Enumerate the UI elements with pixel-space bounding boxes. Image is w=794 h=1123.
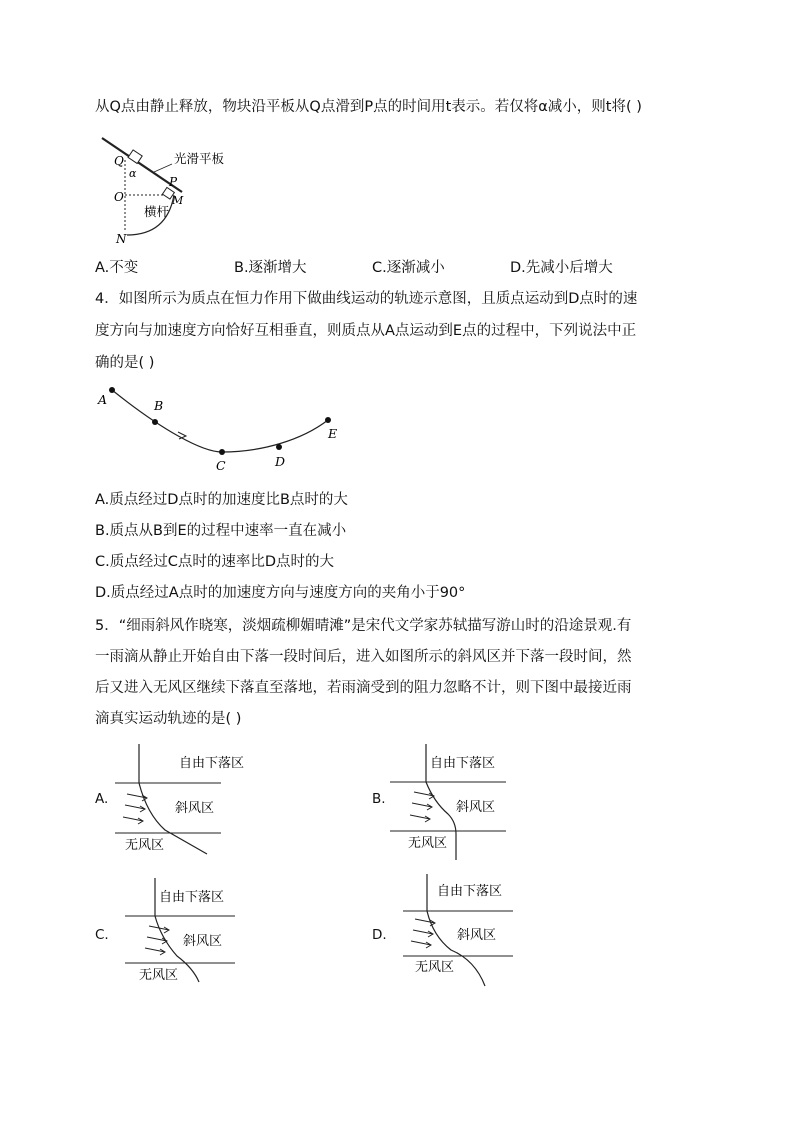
wind-arrow <box>410 815 430 822</box>
zone-free-label: 自由下落区 <box>159 890 225 905</box>
zone-free-label: 自由下落区 <box>437 884 503 899</box>
point-A <box>109 387 115 393</box>
point-E <box>325 417 331 423</box>
point-D <box>276 444 282 450</box>
wind-arrow <box>125 805 145 812</box>
q4-option-d[interactable]: D.质点经过A点时的加速度方向与速度方向的夹角小于90° <box>95 585 466 601</box>
point-C <box>219 449 225 455</box>
zone-free-label: 自由下落区 <box>430 756 496 771</box>
zone-calm-label: 无风区 <box>125 838 165 853</box>
label-A: A <box>98 392 108 407</box>
q3-option-d[interactable]: D.先减小后增大 <box>510 260 613 276</box>
wind-arrow <box>412 803 432 810</box>
q3-option-a[interactable]: A.不变 <box>95 260 139 276</box>
q4-stem-line-1: 4．如图所示为质点在恒力作用下做曲线运动的轨迹示意图，且质点运动到D点时的速 <box>95 291 638 307</box>
q4-option-c[interactable]: C.质点经过C点时的速率比D点时的大 <box>95 554 335 570</box>
label-N: N <box>116 232 127 246</box>
q4-stem-line-2: 度方向与加速度方向恰好互相垂直，则质点从A点运动到E点的过程中，下列说法中正 <box>95 323 637 339</box>
q4-option-a[interactable]: A.质点经过D点时的加速度比B点时的大 <box>95 492 348 508</box>
zone-wind-label: 斜风区 <box>456 800 496 815</box>
wind-arrow <box>145 948 165 955</box>
q5-choice-d-figure[interactable] <box>395 872 520 990</box>
wind-arrow <box>411 941 431 948</box>
q5-choice-d-letter[interactable]: D. <box>372 927 387 943</box>
wind-arrow <box>413 930 433 937</box>
q5-stem-line-1: 5．“细雨斜风作晓寒，淡烟疏柳媚晴滩”是宋代文学家苏轼描写游山时的沿途景观.有 <box>95 618 632 634</box>
label-bar: 横杆 <box>144 204 170 219</box>
q4-figure <box>92 380 352 480</box>
wind-arrow <box>123 817 143 824</box>
q5-stem-line-3: 后又进入无风区继续下落直至落地，若雨滴受到的阻力忽略不计，则下图中最接近雨 <box>95 680 632 696</box>
zone-wind-label: 斜风区 <box>175 801 215 816</box>
label-E: E <box>328 426 338 441</box>
q5-choice-c-letter[interactable]: C. <box>95 927 109 943</box>
point-B <box>152 419 158 425</box>
zone-calm-label: 无风区 <box>139 968 179 983</box>
block <box>128 150 142 164</box>
label-P: P <box>169 175 178 189</box>
zone-wind-label: 斜风区 <box>183 934 223 949</box>
label-B: B <box>154 398 164 413</box>
zone-wind-label: 斜风区 <box>457 928 497 943</box>
label-alpha: α <box>129 167 137 180</box>
trajectory-curve <box>112 390 328 452</box>
label-plate: 光滑平板 <box>174 151 225 166</box>
label-C: C <box>216 458 226 473</box>
q5-choice-a-figure[interactable] <box>115 742 245 858</box>
q5-choice-b-figure[interactable] <box>390 742 520 862</box>
q3-option-b[interactable]: B.逐渐增大 <box>234 260 307 276</box>
direction-arrow <box>178 432 186 439</box>
q5-stem-line-2: 一雨滴从静止开始自由下落一段时间后，进入如图所示的斜风区并下落一段时间，然 <box>95 649 632 665</box>
label-Q: Q <box>114 154 124 168</box>
q5-choice-c-figure[interactable] <box>115 876 245 988</box>
q4-option-b[interactable]: B.质点从B到E的过程中速率一直在减小 <box>95 523 347 539</box>
q4-stem-line-3: 确的是( ) <box>95 355 155 371</box>
label-leader <box>154 164 172 172</box>
q5-choice-a-letter[interactable]: A. <box>95 791 109 807</box>
q3-figure <box>92 130 252 250</box>
q3-option-c[interactable]: C.逐渐减小 <box>372 260 445 276</box>
label-D: D <box>275 454 286 469</box>
zone-calm-label: 无风区 <box>415 960 455 975</box>
zone-calm-label: 无风区 <box>408 836 448 851</box>
label-O: O <box>114 190 124 204</box>
zone-free-label: 自由下落区 <box>179 756 245 771</box>
label-M: M <box>172 194 184 207</box>
q5-choice-b-letter[interactable]: B. <box>372 791 386 807</box>
q3-stem-line: 从Q点由静止释放，物块沿平板从Q点滑到P点的时间用t表示。若仅将α减小，则t将( ) <box>95 99 642 115</box>
q5-stem-line-4: 滴真实运动轨迹的是( ) <box>95 711 242 727</box>
